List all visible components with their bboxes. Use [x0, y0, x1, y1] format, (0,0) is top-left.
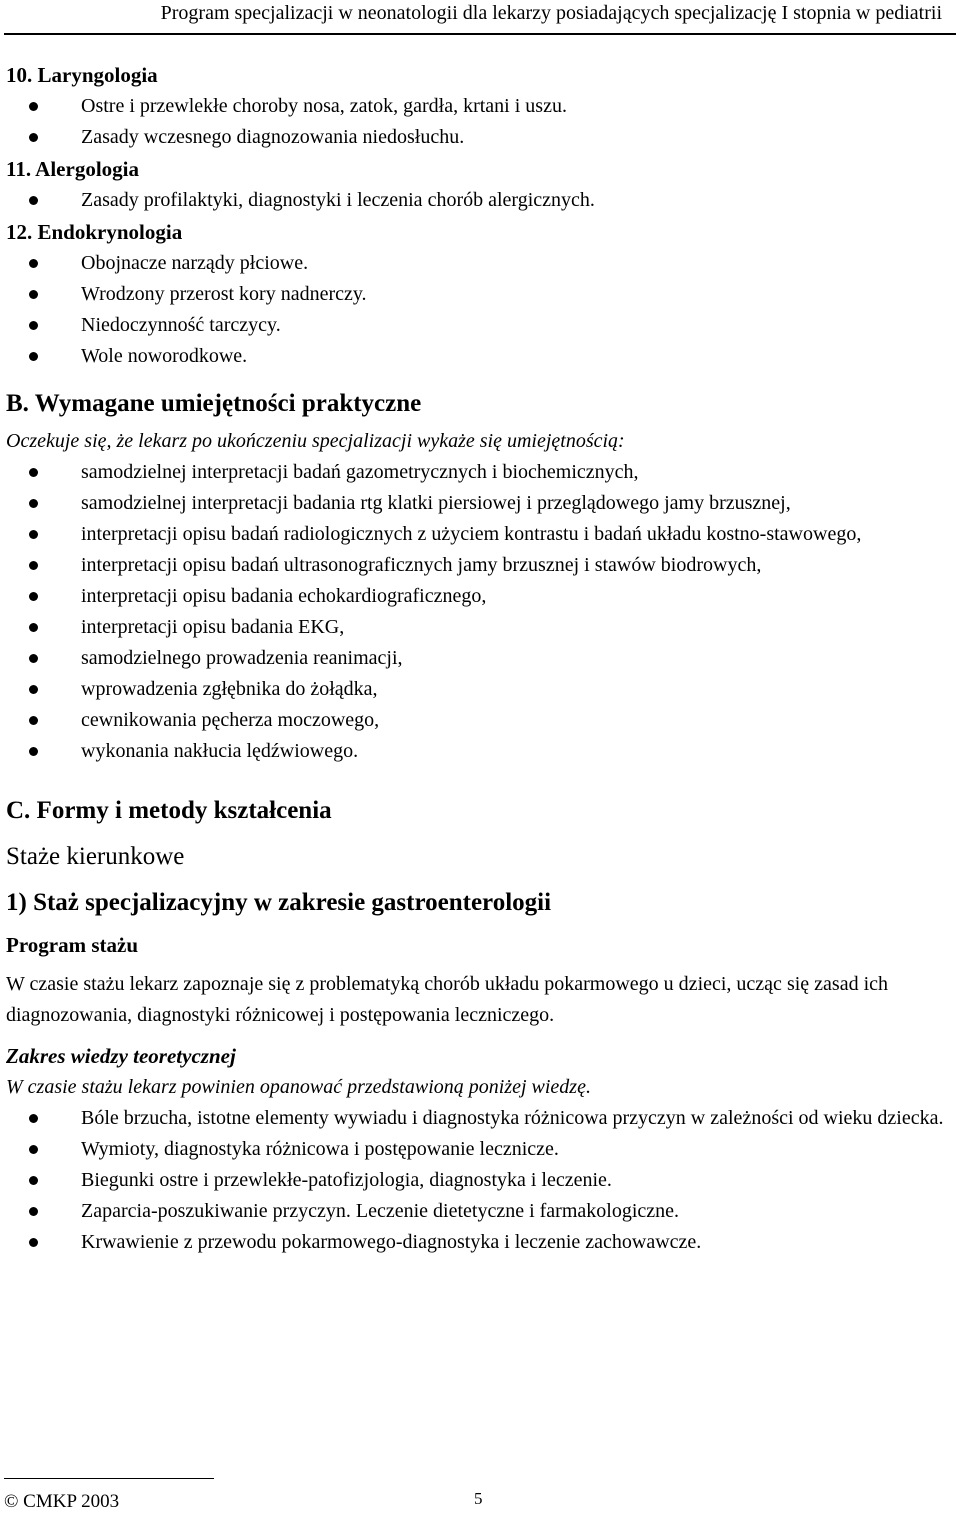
- section-b-intro: Oczekuje się, że lekarz po ukończeniu specjalizacji wykaże się umiejętnością:: [6, 430, 625, 452]
- list-item-text: samodzielnej interpretacji badań gazometrycznych i biochemicznych,: [81, 461, 639, 483]
- bullet-icon: [29, 1145, 38, 1154]
- list-item-text: interpretacji opisu badania echokardiograficznego,: [81, 585, 487, 607]
- list-item: [6, 1165, 954, 1196]
- list-item-text: Zasady profilaktyki, diagnostyki i leczenia chorób alergicznych.: [81, 189, 595, 211]
- list-item: [6, 736, 954, 767]
- skills-list: [6, 457, 954, 767]
- page-number: 5: [474, 1489, 483, 1508]
- bullet-icon: [29, 499, 38, 508]
- bullet-list: [6, 91, 954, 153]
- program-text: W czasie stażu lekarz zapoznaje się z problematyką chorób układu pokarmowego u dzieci, ucząc się zasad ich diagnozowania, diagnostyki różnicowej i postępowania leczniczego.: [6, 973, 889, 1026]
- list-item: [6, 457, 954, 488]
- list-item-text: Krwawienie z przewodu pokarmowego-diagnostyka i leczenie zachowawcze.: [81, 1231, 702, 1253]
- list-item: [6, 705, 954, 736]
- bullet-icon: [29, 468, 38, 477]
- bullet-list: [6, 248, 954, 372]
- bullet-icon: [29, 290, 38, 299]
- list-item-text: interpretacji opisu badania EKG,: [81, 616, 345, 638]
- bullet-icon: [29, 1207, 38, 1216]
- list-item: [6, 279, 954, 310]
- list-item: [6, 1103, 954, 1134]
- section-title: 10. Laryngologia: [6, 63, 158, 87]
- bullet-icon: [29, 1238, 38, 1247]
- knowledge-list: [6, 1103, 954, 1258]
- knowledge-title: Zakres wiedzy teoretycznej: [6, 1044, 236, 1068]
- bullet-icon: [29, 716, 38, 725]
- list-item: [6, 488, 954, 519]
- bullet-icon: [29, 530, 38, 539]
- list-item: [6, 1134, 954, 1165]
- list-item-text: Wrodzony przerost kory nadnerczy.: [81, 283, 367, 305]
- list-item: [6, 1196, 954, 1227]
- bullet-icon: [29, 592, 38, 601]
- list-item-text: Zasady wczesnego diagnozowania niedosłuchu.: [81, 126, 465, 148]
- list-item-text: Wole noworodkowe.: [81, 345, 248, 367]
- running-header: Program specjalizacji w neonatologii dla lekarzy posiadających specjalizację I stopnia w pediatrii: [160, 2, 942, 24]
- list-item: [6, 185, 954, 216]
- section-b: [6, 386, 954, 767]
- footer-rule: [4, 1478, 214, 1479]
- list-item-text: samodzielnej interpretacji badania rtg klatki piersiowej i przeglądowego jamy brzusznej,: [81, 492, 791, 514]
- bullet-icon: [29, 196, 38, 205]
- list-item-text: interpretacji opisu badań ultrasonograficznych jamy brzusznej i stawów biodrowych,: [81, 554, 762, 576]
- section-alergologia: [6, 153, 954, 216]
- bullet-icon: [29, 561, 38, 570]
- list-item-text: interpretacji opisu badań radiologicznych z użyciem kontrastu i badań układu kostno-stawowego,: [81, 523, 862, 545]
- list-item-text: Zaparcia-poszukiwanie przyczyn. Leczenie dietetyczne i farmakologiczne.: [81, 1200, 680, 1222]
- list-item: [6, 519, 954, 550]
- bullet-icon: [29, 747, 38, 756]
- list-item: [6, 581, 954, 612]
- list-item: [6, 612, 954, 643]
- list-item: [6, 1227, 954, 1258]
- section-endokrynologia: [6, 216, 954, 372]
- knowledge-intro: W czasie stażu lekarz powinien opanować przedstawioną poniżej wiedzę.: [6, 1076, 591, 1098]
- header-rule: [4, 33, 956, 35]
- list-item-text: Ostre i przewlekłe choroby nosa, zatok, gardła, krtani i uszu.: [81, 95, 567, 117]
- program-title: Program stażu: [6, 933, 138, 957]
- bullet-icon: [29, 133, 38, 142]
- list-item-text: wprowadzenia zgłębnika do żołądka,: [81, 678, 378, 700]
- list-item: [6, 643, 954, 674]
- bullet-icon: [29, 685, 38, 694]
- footer-copyright: © CMKP 2003: [4, 1491, 120, 1512]
- list-item: [6, 91, 954, 122]
- bullet-icon: [29, 259, 38, 268]
- bullet-icon: [29, 352, 38, 361]
- list-item: [6, 550, 954, 581]
- list-item-text: cewnikowania pęcherza moczowego,: [81, 709, 380, 731]
- list-item-text: Biegunki ostre i przewlekłe-patofizjologia, diagnostyka i leczenie.: [81, 1169, 612, 1191]
- section-title: 11. Alergologia: [6, 157, 139, 181]
- list-item: [6, 248, 954, 279]
- section-c: [6, 793, 954, 1258]
- section-laryngologia: [6, 59, 954, 153]
- list-item: [6, 122, 954, 153]
- list-item-text: Wymioty, diagnostyka różnicowa i postępowanie lecznicze.: [81, 1138, 559, 1160]
- list-item-text: samodzielnego prowadzenia reanimacji,: [81, 647, 403, 669]
- section-c-title: C. Formy i metody kształcenia: [6, 797, 332, 824]
- list-item-text: Obojnacze narządy płciowe.: [81, 252, 309, 274]
- list-item-text: wykonania nakłucia lędźwiowego.: [81, 740, 359, 762]
- list-item: [6, 341, 954, 372]
- bullet-icon: [29, 1114, 38, 1123]
- section-title: 12. Endokrynologia: [6, 220, 183, 244]
- section-c-subtitle: Staże kierunkowe: [6, 843, 185, 870]
- bullet-icon: [29, 102, 38, 111]
- bullet-list: [6, 185, 954, 216]
- internship-title: 1) Staż specjalizacyjny w zakresie gastroenterologii: [6, 889, 552, 916]
- bullet-icon: [29, 1176, 38, 1185]
- bullet-icon: [29, 654, 38, 663]
- list-item: [6, 674, 954, 705]
- section-b-title: B. Wymagane umiejętności praktyczne: [6, 390, 422, 417]
- page-content: [6, 59, 954, 1258]
- list-item-text: Niedoczynność tarczycy.: [81, 314, 281, 336]
- list-item-text: Bóle brzucha, istotne elementy wywiadu i diagnostyka różnicowa przyczyn w zależności od wieku dziecka.: [81, 1107, 944, 1129]
- bullet-icon: [29, 321, 38, 330]
- bullet-icon: [29, 623, 38, 632]
- list-item: [6, 310, 954, 341]
